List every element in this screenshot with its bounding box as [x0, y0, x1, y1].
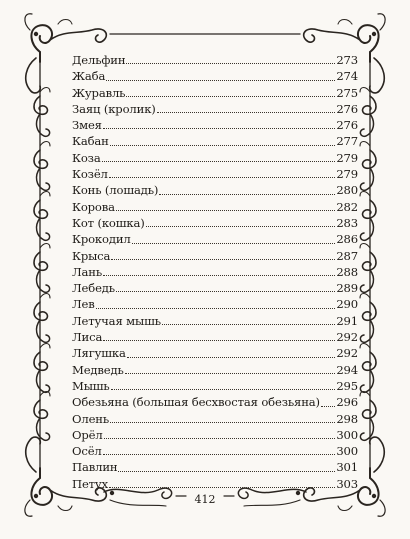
- dot-leader: [132, 243, 336, 244]
- toc-entry-title: Змея: [72, 118, 102, 133]
- toc-entry: [72, 362, 358, 378]
- toc-entry-page: 301: [336, 460, 358, 475]
- toc-entry-title: Журавль: [72, 85, 126, 100]
- toc-entry: [72, 280, 358, 296]
- toc-entry-title: Кот (кошка): [72, 215, 145, 230]
- dot-leader: [103, 128, 335, 129]
- toc-entry-title: Козёл: [72, 167, 108, 182]
- toc-entry-title: Кабан: [72, 134, 109, 149]
- toc-entry-title: Корова: [72, 199, 115, 214]
- toc-entry-title: Осёл: [72, 444, 102, 459]
- toc-entry-title: Лань: [72, 264, 103, 279]
- toc-entry-title: Лиса: [72, 330, 103, 345]
- toc-entry-page: 275: [336, 85, 358, 100]
- toc-entry: [72, 427, 358, 443]
- toc-entry: [72, 52, 358, 68]
- toc-entry-page: 296: [336, 395, 358, 410]
- toc-entry: [72, 68, 358, 84]
- toc-entry-title: Медведь: [72, 362, 124, 377]
- toc-entry-page: 273: [336, 53, 358, 67]
- toc-entry-title: Жаба: [72, 69, 106, 84]
- toc-entry-page: 291: [336, 313, 358, 328]
- dot-leader: [106, 80, 335, 81]
- toc-entry-title: Орёл: [72, 427, 103, 442]
- toc-entry-title: Павлин: [72, 460, 118, 475]
- toc-entry-title: Заяц (кролик): [72, 101, 156, 116]
- toc-entry: [72, 133, 358, 149]
- dot-leader: [127, 357, 336, 358]
- dot-leader: [126, 96, 335, 97]
- toc-entry-title: Коза: [72, 150, 101, 165]
- toc-entry: [72, 150, 358, 166]
- toc-entry: [72, 85, 358, 101]
- toc-entry: [72, 329, 358, 345]
- toc-entry-page: 298: [336, 411, 358, 426]
- toc-entry: [72, 411, 358, 427]
- toc-entry: [72, 199, 358, 215]
- dot-leader: [109, 177, 336, 178]
- toc-entry-page: 282: [336, 199, 358, 214]
- page-number: 412: [194, 493, 216, 506]
- dot-leader: [102, 161, 336, 162]
- toc-entry: [72, 101, 358, 117]
- toc-entry: [72, 313, 358, 329]
- toc-entry: [72, 443, 358, 459]
- toc-entry: [72, 182, 358, 198]
- toc-entry: [72, 264, 358, 280]
- toc-entry-page: 295: [336, 378, 358, 393]
- dot-leader: [110, 422, 335, 423]
- dot-leader: [104, 438, 336, 439]
- toc-entry-page: 292: [336, 330, 358, 345]
- toc-entry-title: Лев: [72, 297, 95, 312]
- dot-leader: [159, 194, 335, 195]
- dot-leader: [116, 291, 335, 292]
- toc-entry-title: Мышь: [72, 378, 110, 393]
- toc-entry-title: Олень: [72, 411, 110, 426]
- toc-entry-page: 286: [336, 232, 358, 247]
- toc-entry-page: 288: [336, 264, 358, 279]
- toc-entry-page: 283: [336, 215, 358, 230]
- toc-entry-title: Лебедь: [72, 281, 115, 296]
- toc-entry-title: Крокодил: [72, 232, 131, 247]
- dot-leader: [111, 389, 336, 390]
- toc-entry-page: 279: [336, 150, 358, 165]
- toc-entry: [72, 378, 358, 394]
- toc-entry: [72, 394, 358, 410]
- toc-entry: [72, 476, 358, 492]
- toc-entry-title: Конь (лошадь): [72, 183, 159, 198]
- toc-entry-title: Петух: [72, 476, 108, 491]
- table-of-contents: [72, 52, 358, 492]
- toc-entry-title: Лягушка: [72, 346, 126, 361]
- toc-entry-page: 280: [336, 183, 358, 198]
- toc-entry: [72, 248, 358, 264]
- dot-leader: [125, 373, 336, 374]
- dot-leader: [116, 210, 335, 211]
- dot-leader: [109, 487, 335, 488]
- toc-entry-title: Крыса: [72, 248, 111, 263]
- toc-entry-page: 276: [336, 101, 358, 116]
- toc-entry-page: 292: [336, 346, 358, 361]
- toc-entry-page: 276: [336, 118, 358, 133]
- dot-leader: [103, 454, 336, 455]
- toc-entry-page: 274: [336, 69, 358, 84]
- dot-leader: [321, 406, 335, 407]
- dot-leader: [103, 275, 335, 276]
- toc-entry: [72, 166, 358, 182]
- dot-leader: [146, 226, 336, 227]
- dot-leader: [110, 145, 336, 146]
- dot-leader: [157, 112, 336, 113]
- dot-leader: [111, 259, 335, 260]
- toc-entry: [72, 215, 358, 231]
- toc-entry: [72, 345, 358, 361]
- toc-entry-page: 277: [336, 134, 358, 149]
- toc-entry: [72, 231, 358, 247]
- toc-entry-page: 303: [336, 476, 358, 491]
- dot-leader: [96, 308, 336, 309]
- dot-leader: [162, 324, 335, 325]
- toc-entry-page: 300: [336, 427, 358, 442]
- toc-entry-title: Дельфин: [72, 53, 126, 67]
- toc-entry-title: Обезьяна (большая бесхвостая обезьяна): [72, 395, 320, 410]
- dot-leader: [118, 471, 335, 472]
- dot-leader: [126, 63, 335, 64]
- toc-entry-title: Летучая мышь: [72, 313, 161, 328]
- toc-entry-page: 300: [336, 444, 358, 459]
- toc-entry-page: 289: [336, 281, 358, 296]
- toc-entry-page: 279: [336, 167, 358, 182]
- toc-entry-page: 294: [336, 362, 358, 377]
- toc-entry: [72, 296, 358, 312]
- toc-entry-page: 290: [336, 297, 358, 312]
- toc-entry: [72, 117, 358, 133]
- dot-leader: [103, 340, 335, 341]
- toc-entry-page: 287: [336, 248, 358, 263]
- toc-entry: [72, 459, 358, 475]
